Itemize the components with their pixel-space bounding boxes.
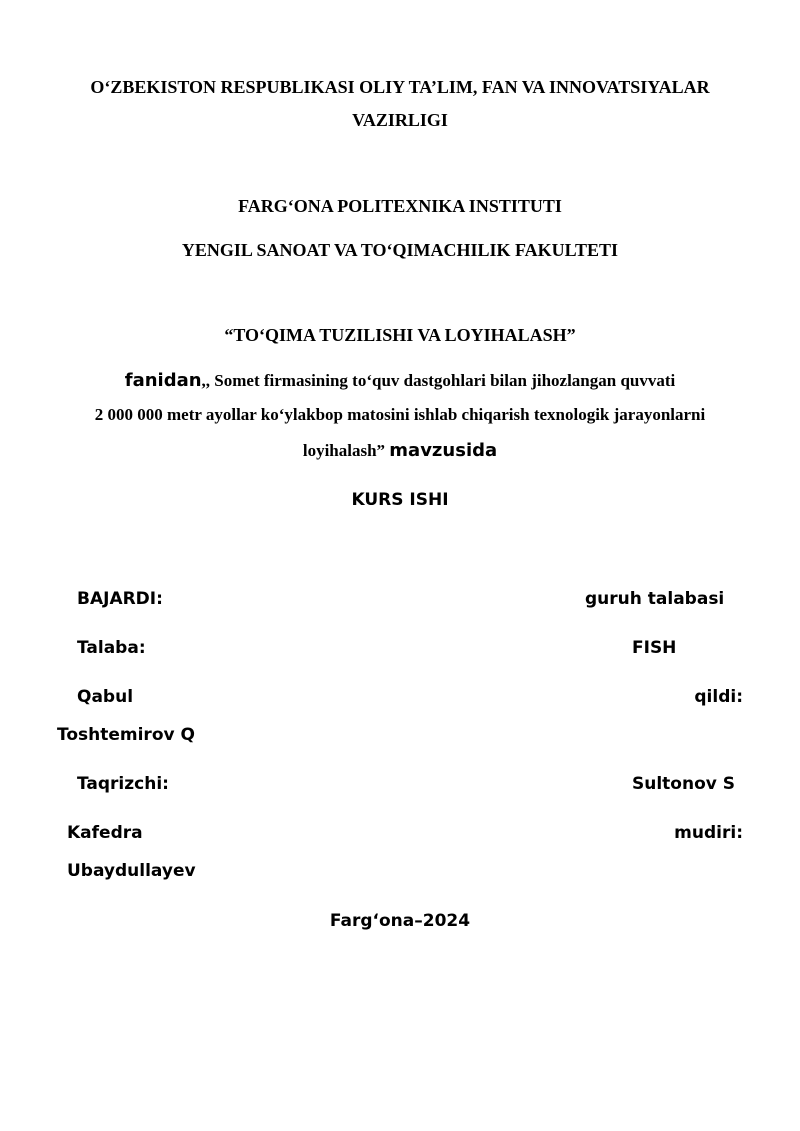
bajardi-value: guruh talabasi	[585, 589, 725, 609]
qabul-label: Qabul	[77, 687, 134, 707]
topic-line1	[0, 370, 800, 391]
qabul-value: qildi:	[694, 687, 743, 707]
topic-prefix: fanidan	[124, 370, 202, 391]
ministry-title-line2: VAZIRLIGI	[352, 110, 448, 130]
talaba-label: Talaba:	[77, 638, 146, 658]
topic-line3	[0, 440, 800, 461]
qabul-name: Toshtemirov Q	[57, 725, 195, 745]
bajardi-label: BAJARDI:	[77, 589, 163, 609]
topic-suffix: mavzusida	[389, 440, 498, 461]
taqrizchi-label: Taqrizchi:	[77, 774, 169, 794]
institute-name: FARG‘ONA POLITEXNIKA INSTITUTI	[238, 196, 562, 216]
topic-text-line1: Somet firmasining to‘quv dastgohlari bilan jihozlangan quvvati	[214, 371, 676, 390]
taqrizchi-value: Sultonov S	[632, 774, 736, 794]
topic-line2: 2 000 000 metr ayollar ko‘ylakbop matosini ishlab chiqarish texnologik jarayonlarni	[94, 405, 706, 424]
topic-text-line3: loyihalash	[302, 441, 377, 460]
talaba-value: FISH	[632, 638, 677, 658]
topic-quote-close: ”	[376, 441, 390, 460]
topic-quote-open: ,,	[201, 371, 215, 390]
kafedra-value: mudiri:	[674, 823, 743, 843]
work-type: KURS ISHI	[351, 490, 449, 510]
kafedra-name: Ubaydullayev	[67, 861, 196, 881]
subject-title: “TO‘QIMA TUZILISHI VA LOYIHALASH”	[224, 325, 576, 345]
kafedra-label: Kafedra	[67, 823, 143, 843]
place-year: Farg‘ona–2024	[329, 911, 471, 931]
ministry-title-line1: O‘ZBEKISTON RESPUBLIKASI OLIY TA’LIM, FAN VA INNOVATSIYALAR	[90, 77, 710, 97]
faculty-name: YENGIL SANOAT VA TO‘QIMACHILIK FAKULTETI	[181, 240, 619, 260]
